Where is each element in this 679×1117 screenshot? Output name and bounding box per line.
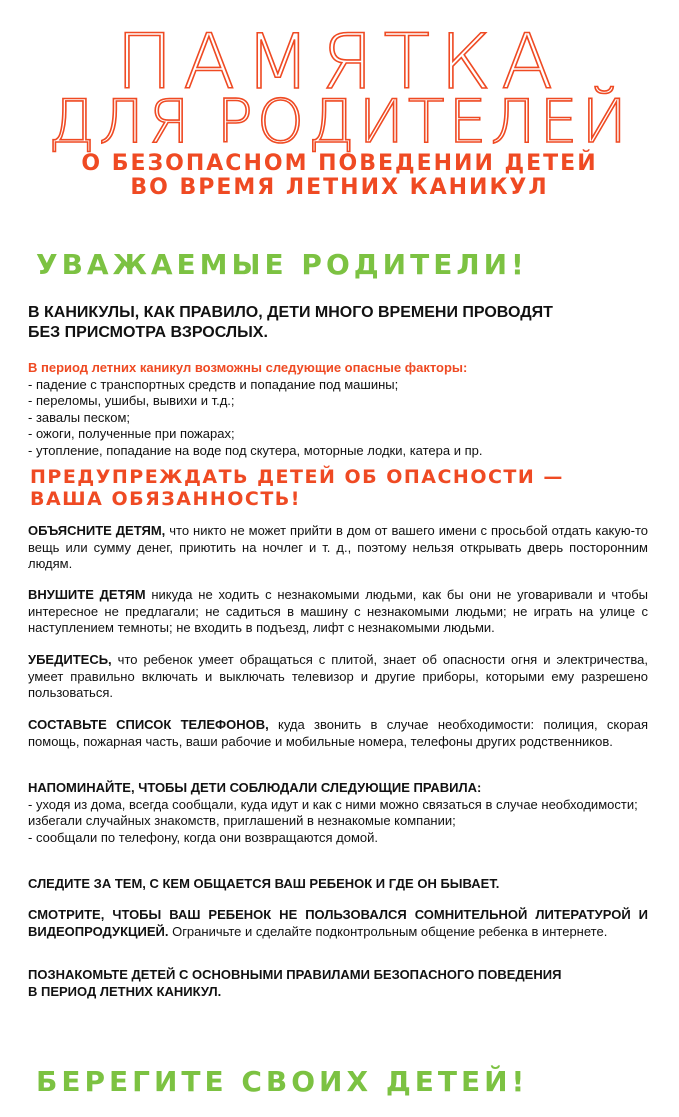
paragraph-lead-bold: ОБЪЯСНИТЕ ДЕТЯМ, [28, 523, 166, 538]
lead-line2: БЕЗ ПРИСМОТРА ВЗРОСЛЫХ. [28, 324, 268, 341]
warning-line1: ПРЕДУПРЕЖДАТЬ ДЕТЕЙ ОБ ОПАСНОСТИ — [30, 466, 564, 488]
paragraph-phones [28, 717, 648, 750]
paragraph-media [28, 907, 648, 940]
list-item: - завалы песком; [28, 409, 131, 425]
lead-paragraph [28, 303, 648, 343]
paragraph-lead-bold: ВНУШИТЕ ДЕТЯМ [28, 587, 146, 602]
list-item: - падение с транспортных средств и попадание под машины; [28, 376, 399, 392]
page-title: ПАМЯТКА [115, 17, 564, 106]
paragraph-text: что никто не может прийти в дом от вашего имени с просьбой отдать какую-то вещь или сумму денег, приютить на ночлег и т. д., поэтому нельзя открывать дверь посторонним людям. [28, 523, 648, 571]
warning-line2: ВАША ОБЯЗАННОСТЬ! [30, 488, 301, 510]
paragraph-watch [28, 876, 648, 893]
paragraph-lead-bold: НАПОМИНАЙТЕ, ЧТОБЫ ДЕТИ СОБЛЮДАЛИ СЛЕДУЮЩИЕ ПРАВИЛА: [28, 780, 482, 795]
rules-line2: В ПЕРИОД ЛЕТНИХ КАНИКУЛ. [28, 983, 222, 999]
paragraph-lead-bold: СОСТАВЬТЕ СПИСОК ТЕЛЕФОНОВ, [28, 717, 269, 732]
paragraph-rules [28, 967, 648, 1000]
closing-heading: БЕРЕГИТЕ СВОИХ ДЕТЕЙ! [36, 1065, 529, 1098]
paragraph-explain [28, 523, 648, 573]
list-item: - ожоги, полученные при пожарах; [28, 426, 235, 441]
rules-line1: ПОЗНАКОМЬТЕ ДЕТЕЙ С ОСНОВНЫМИ ПРАВИЛАМИ БЕЗОПАСНОГО ПОВЕДЕНИЯ [28, 967, 562, 982]
lead-line1: В КАНИКУЛЫ, КАК ПРАВИЛО, ДЕТИ МНОГО ВРЕМЕНИ ПРОВОДЯТ [28, 304, 553, 321]
paragraph-text: Ограничьте и сделайте подконтрольным общение ребенка в интернете. [168, 923, 608, 939]
paragraph-instill [28, 587, 648, 637]
paragraph-lead-bold: СЛЕДИТЕ ЗА ТЕМ, С КЕМ ОБЩАЕТСЯ ВАШ РЕБЕНОК И ГДЕ ОН БЫВАЕТ. [28, 876, 500, 891]
list-item: - переломы, ушибы, вывихи и т.д.; [28, 393, 235, 408]
subtitle-line1: О БЕЗОПАСНОМ ПОВЕДЕНИИ ДЕТЕЙ [81, 151, 598, 176]
list-item: - сообщали по телефону, когда они возвращаются домой. [28, 829, 379, 845]
paragraph-text: куда звонить в случае необходимости: полиция, скорая помощь, пожарная часть, ваши рабочие и мобильные номера, телефоны других родственников. [28, 717, 648, 749]
danger-factors-list [28, 360, 648, 459]
warning-heading [30, 466, 564, 510]
list-item: избегали случайных знакомств, приглашений в незнакомые компании; [28, 813, 456, 828]
paragraph-ensure [28, 652, 648, 702]
paragraph-lead-bold: СМОТРИТЕ, ЧТОБЫ ВАШ РЕБЕНОК НЕ ПОЛЬЗОВАЛСЯ СОМНИТЕЛЬНОЙ ЛИТЕРАТУРОЙ И ВИДЕОПРОДУКЦИЕЙ. [28, 907, 648, 939]
paragraph-remind [28, 780, 648, 846]
paragraph-lead-bold: УБЕДИТЕСЬ, [28, 652, 112, 667]
paragraph-text: никуда не ходить с незнакомыми людьми, как бы они не уговаривали и чтобы интересное не предлагали; не садиться в машину с незнакомыми людьми; не играть на улице с наступлением темноты; не входить в подъезд, лифт с незнакомыми людьми. [28, 587, 649, 635]
paragraph-text: что ребенок умеет обращаться с плитой, знает об опасности огня и электричества, умеет правильно включать и выключать телевизор и другие приборы, которыми ему разрешено пользоваться. [28, 652, 648, 700]
page-title-line2: ДЛЯ РОДИТЕЛЕЙ [48, 87, 631, 157]
greeting-heading: УВАЖАЕМЫЕ РОДИТЕЛИ! [36, 248, 528, 281]
list-item: - утопление, попадание на воде под скутера, моторные лодки, катера и пр. [28, 442, 483, 458]
subtitle-line2: ВО ВРЕМЯ ЛЕТНИХ КАНИКУЛ [130, 175, 549, 200]
factors-heading: В период летних каникул возможны следующие опасные факторы: [28, 360, 468, 375]
list-item: - уходя из дома, всегда сообщали, куда идут и как с ними можно связаться в случае необходимости; [28, 796, 638, 812]
